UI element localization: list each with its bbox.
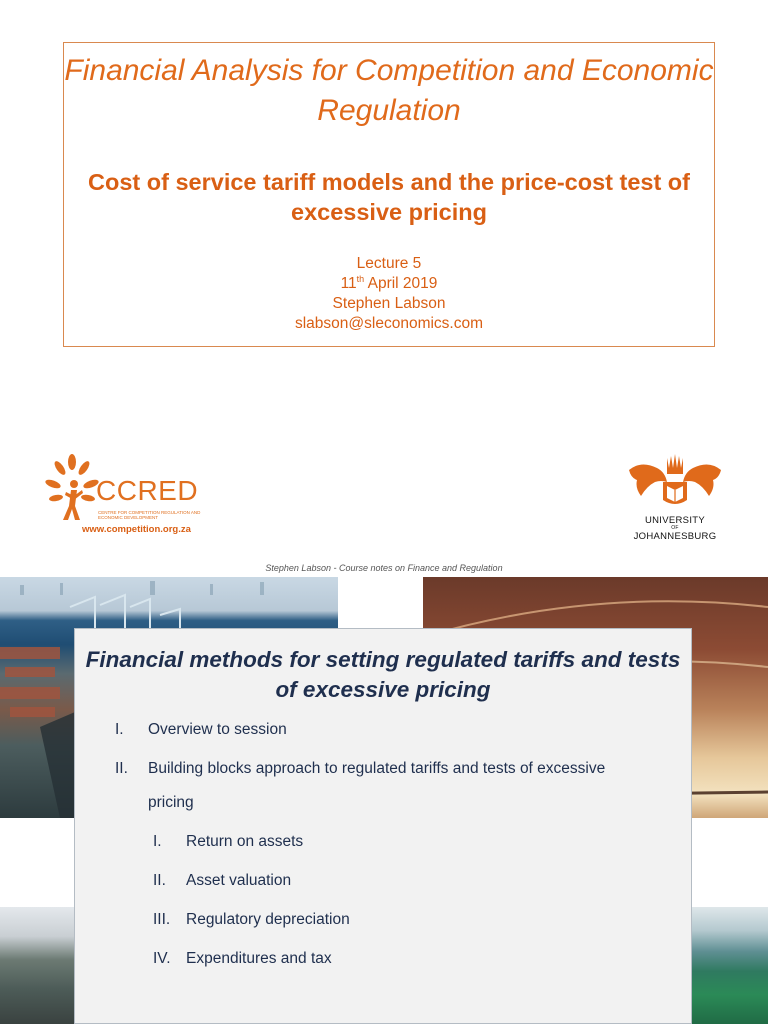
uj-logo <box>620 452 730 547</box>
dam-photo <box>688 907 768 1024</box>
footer-note: Stephen Labson - Course notes on Finance and Regulation <box>265 563 503 573</box>
outline-slide <box>0 577 768 1024</box>
lecture-info <box>64 254 714 334</box>
uj-name: UNIVERSITY OF JOHANNESBURG <box>633 515 717 542</box>
presenter-email[interactable]: slabson@sleconomics.com <box>294 315 484 332</box>
slide-title: Financial Analysis for Competition and Economic Regulation <box>64 54 714 127</box>
slide-subtitle: Cost of service tariff models and the price-cost test of excessive pricing <box>88 169 690 225</box>
lecture-number: Lecture 5 <box>356 255 422 272</box>
ccred-url[interactable]: www.competition.org.za <box>82 524 191 535</box>
city-photo <box>0 907 80 1024</box>
presenter-name: Stephen Labson <box>332 295 446 312</box>
uj-crest-icon <box>627 452 723 510</box>
ccred-logo <box>44 452 204 542</box>
outline-title: Financial methods for setting regulated tariffs and tests of excessive pricing <box>85 647 681 702</box>
lecture-date: 11th April 2019 <box>340 274 438 292</box>
title-box <box>63 42 715 347</box>
ccred-tagline: CENTRE FOR COMPETITION REGULATION AND ECONOMIC DEVELOPMENT <box>98 510 201 520</box>
ccred-name: CCRED <box>96 475 199 506</box>
tree-figure-icon <box>44 454 100 524</box>
outline-box: Financial methods for setting regulated tariffs and tests of excessive pricing I. Overview to session II. Building blocks approach to regulated tariffs and tests of excessive pricing I. Return on assets II. Asset valuation III. Regulatory depreciation IV. Expenditures and tax <box>74 628 692 1024</box>
